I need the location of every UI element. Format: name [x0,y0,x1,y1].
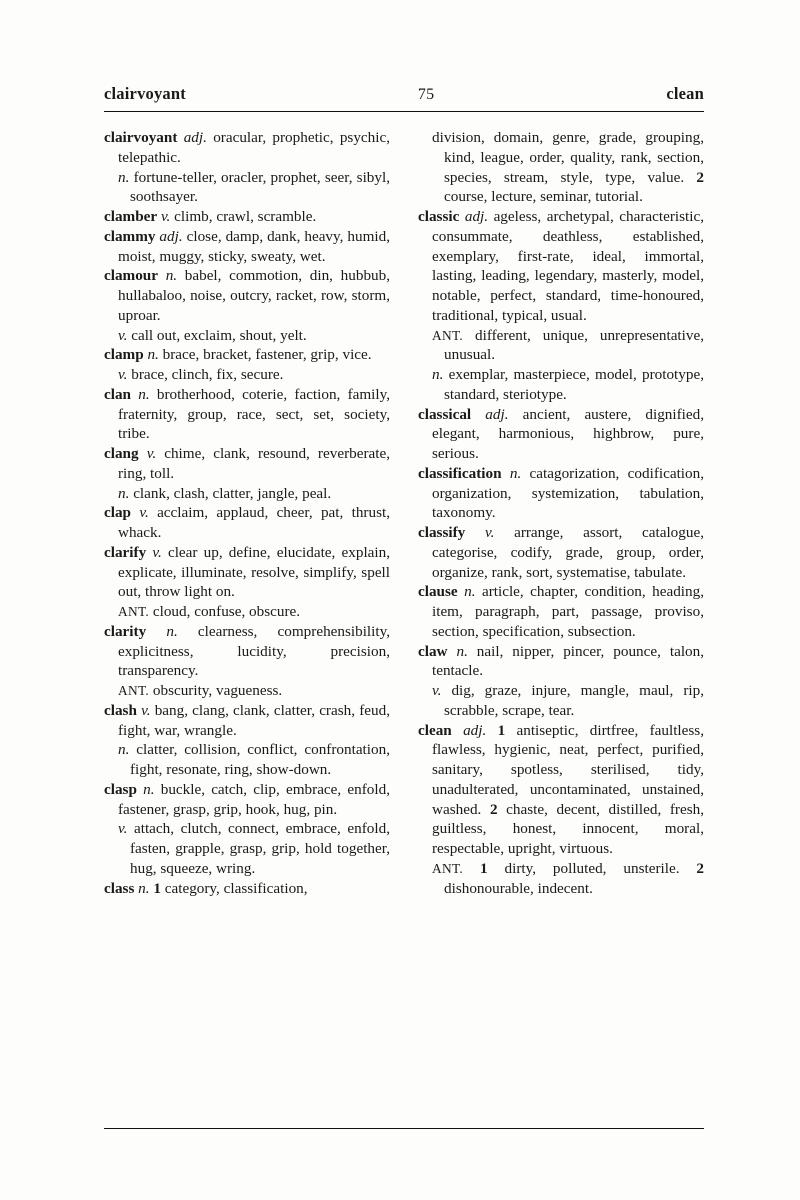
running-head-left-word: clairvoyant [104,84,186,103]
synonym-list: fortune-teller, oracler, prophet, seer, sibyl, soothsayer. [130,168,391,206]
dictionary-entry [418,464,704,523]
running-head [104,84,704,111]
synonym-list: ancient, austere, dignified, elegant, harmonious, highbrow, pure, serious. [432,405,705,462]
headword: clap [104,504,132,522]
synonym-list: clatter, collision, conflict, confrontation, fight, resonate, ring, show-down. [130,741,390,778]
dictionary-entry [418,405,704,464]
part-of-speech: n. [456,642,468,660]
part-of-speech: v. [141,701,151,719]
headword: clean [418,721,452,739]
dictionary-sense [104,365,390,385]
synonym-list: obscurity, vagueness. [152,682,283,699]
synonym-list: clear up, define, elucidate, explain, explicate, illuminate, resolve, simplify, spell out, throw light on. [118,543,391,601]
synonym-list: nail, nipper, pincer, pounce, talon, tentacle. [432,642,705,680]
synonym-list: 1 antiseptic, dirtfree, faultless, flawless, hygienic, neat, perfect, purified, sanitary, spotless, sterilised, tidy, unadulterated, uncontaminated, unstained, washed. 2 chaste, decent, distilled, fresh, guiltless, honest, innocent, moral, respectable, upright, virtuous. [432,721,705,857]
footer-rule [104,1128,704,1129]
synonym-list: attach, clutch, connect, embrace, enfold, fasten, grapple, grasp, grip, hold together, hug, squeeze, wring. [130,820,390,877]
dictionary-entry [418,721,704,859]
headword: clang [104,445,139,462]
headword: clash [104,701,137,719]
part-of-speech: n. [147,346,159,364]
synonym-list: cloud, confuse, obscure. [152,603,301,620]
part-of-speech: adj. [485,405,509,423]
synonym-list: chime, clank, resound, reverberate, ring, toll. [118,445,391,482]
synonym-list: article, chapter, condition, heading, item, paragraph, part, passage, proviso, section, specification, subsection. [432,583,705,640]
part-of-speech: n. [464,583,476,601]
dictionary-entry [104,207,390,227]
part-of-speech: n. [166,622,178,640]
headword: clairvoyant [104,129,178,146]
page-number: 75 [417,86,435,103]
part-of-speech: n. [138,879,150,897]
synonym-list: ageless, archetypal, characteristic, consummate, deathless, established, exemplary, first-rate, ideal, immortal, lasting, leading, legendary, masterly, model, notable, perfect, standard, time-honoured, traditional, typical, usual. [432,208,704,324]
antonym-label: ANT. [432,327,464,343]
headword: clan [104,385,132,403]
part-of-speech: adj. [464,208,489,225]
synonym-list: 1 category, classification, [153,879,308,897]
synonym-list: arrange, assort, catalogue, categorise, codify, grade, group, order, organize, rank, sort, systematise, tabulate. [432,524,705,581]
synonym-list: clearness, comprehensibility, explicitness, lucidity, precision, transparency. [118,622,390,680]
dictionary-entry [104,543,390,602]
part-of-speech: v. [118,820,128,838]
dictionary-entry [104,266,390,325]
synonym-list: climb, crawl, scramble. [174,208,317,225]
synonym-list: different, unique, unrepresentative, unusual. [444,326,705,364]
dictionary-sense [418,859,704,899]
dictionary-sense [104,326,390,346]
text-column-right [418,128,704,1118]
synonym-list: bang, clang, clank, clatter, crash, feud, fight, war, wrangle. [118,701,390,739]
part-of-speech: v. [160,208,171,225]
part-of-speech: adj. [159,227,183,245]
antonym-label: ANT. [432,860,464,876]
synonym-list: babel, commotion, din, hubbub, hullabaloo, noise, outcry, racket, row, storm, uproar. [118,267,391,324]
headword: claw [418,642,448,660]
dictionary-sense [104,168,390,208]
synonym-list: brace, clinch, fix, secure. [131,366,284,383]
synonym-list: call out, exclaim, shout, yelt. [131,326,307,344]
headword: classical [418,405,472,423]
part-of-speech: v. [432,682,442,699]
dictionary-entry [104,622,390,681]
part-of-speech: v. [146,445,157,462]
antonym-label: ANT. [118,604,150,619]
headword: classic [418,208,460,225]
headword: classify [418,524,466,541]
dictionary-entry [418,642,704,682]
dictionary-sense [418,326,704,366]
part-of-speech: n. [118,168,130,186]
headword: clammy [104,227,156,245]
part-of-speech: n. [165,267,178,285]
part-of-speech: adj. [463,721,487,739]
part-of-speech: n. [509,464,522,482]
part-of-speech: v. [118,366,128,383]
headword: clamour [104,267,158,285]
dictionary-entry [104,345,390,365]
dictionary-entry [418,582,704,641]
dictionary-entry [104,227,390,267]
part-of-speech: n. [118,741,130,759]
synonym-list: brotherhood, coterie, faction, family, fraternity, group, race, sect, set, society, tribe. [118,385,391,443]
synonym-list: oracular, prophetic, psychic, telepathic. [118,129,391,166]
dictionary-entry [104,128,390,168]
headword: class [104,879,135,897]
synonym-list: exemplar, masterpiece, model, prototype, standard, steriotype. [444,366,704,403]
dictionary-entry [104,503,390,543]
part-of-speech: n. [118,484,130,502]
dictionary-sense [418,681,704,721]
header-rule [104,111,704,112]
dictionary-entry [104,780,390,820]
part-of-speech: n. [432,366,444,383]
antonym-label: ANT. [118,683,150,698]
headword: clamp [104,346,144,364]
dictionary-sense [418,365,704,405]
part-of-speech: n. [138,385,150,403]
dictionary-sense [418,128,704,207]
headword: clause [418,583,458,601]
running-head-right-word: clean [666,84,704,103]
dictionary-sense [104,740,390,780]
headword: clasp [104,780,137,798]
dictionary-sense [104,681,390,701]
headword: clarity [104,622,147,640]
synonym-list: 1 dirty, polluted, unsterile. 2 dishonourable, indecent. [444,859,704,897]
dictionary-entry [418,207,704,326]
headword: clarify [104,543,147,561]
dictionary-entry [418,523,704,582]
text-column-left [104,128,390,1118]
synonym-list: dig, graze, injure, mangle, maul, rip, scrabble, scrape, tear. [444,682,704,719]
part-of-speech: v. [118,326,128,344]
dictionary-entry [104,879,390,899]
dictionary-sense [104,602,390,622]
dictionary-entry [104,385,390,444]
columns-container [104,128,704,1118]
synonym-list: buckle, catch, clip, embrace, enfold, fastener, grasp, grip, hook, hug, pin. [118,780,391,818]
dictionary-sense [104,819,390,878]
part-of-speech: v. [484,524,495,541]
synonym-list: close, damp, dank, heavy, humid, moist, muggy, sticky, sweaty, wet. [118,227,391,265]
headword: classification [418,464,502,482]
synonym-list: brace, bracket, fastener, grip, vice. [162,346,372,364]
synonym-list: division, domain, genre, grade, grouping, kind, league, order, quality, rank, section, species, stream, style, type, value. 2 course, lecture, seminar, tutorial. [432,129,704,206]
headword: clamber [104,208,158,225]
part-of-speech: n. [143,780,155,798]
synonym-list: clank, clash, clatter, jangle, peal. [133,484,332,502]
synonym-list: catagorization, codification, organization, systemization, tabulation, taxonomy. [432,464,704,522]
dictionary-entry [104,444,390,484]
dictionary-sense [104,484,390,504]
part-of-speech: adj. [183,129,207,146]
synonym-list: acclaim, applaud, cheer, pat, thrust, whack. [118,504,390,541]
part-of-speech: v. [139,504,149,522]
dictionary-entry [104,701,390,741]
part-of-speech: v. [152,543,162,561]
